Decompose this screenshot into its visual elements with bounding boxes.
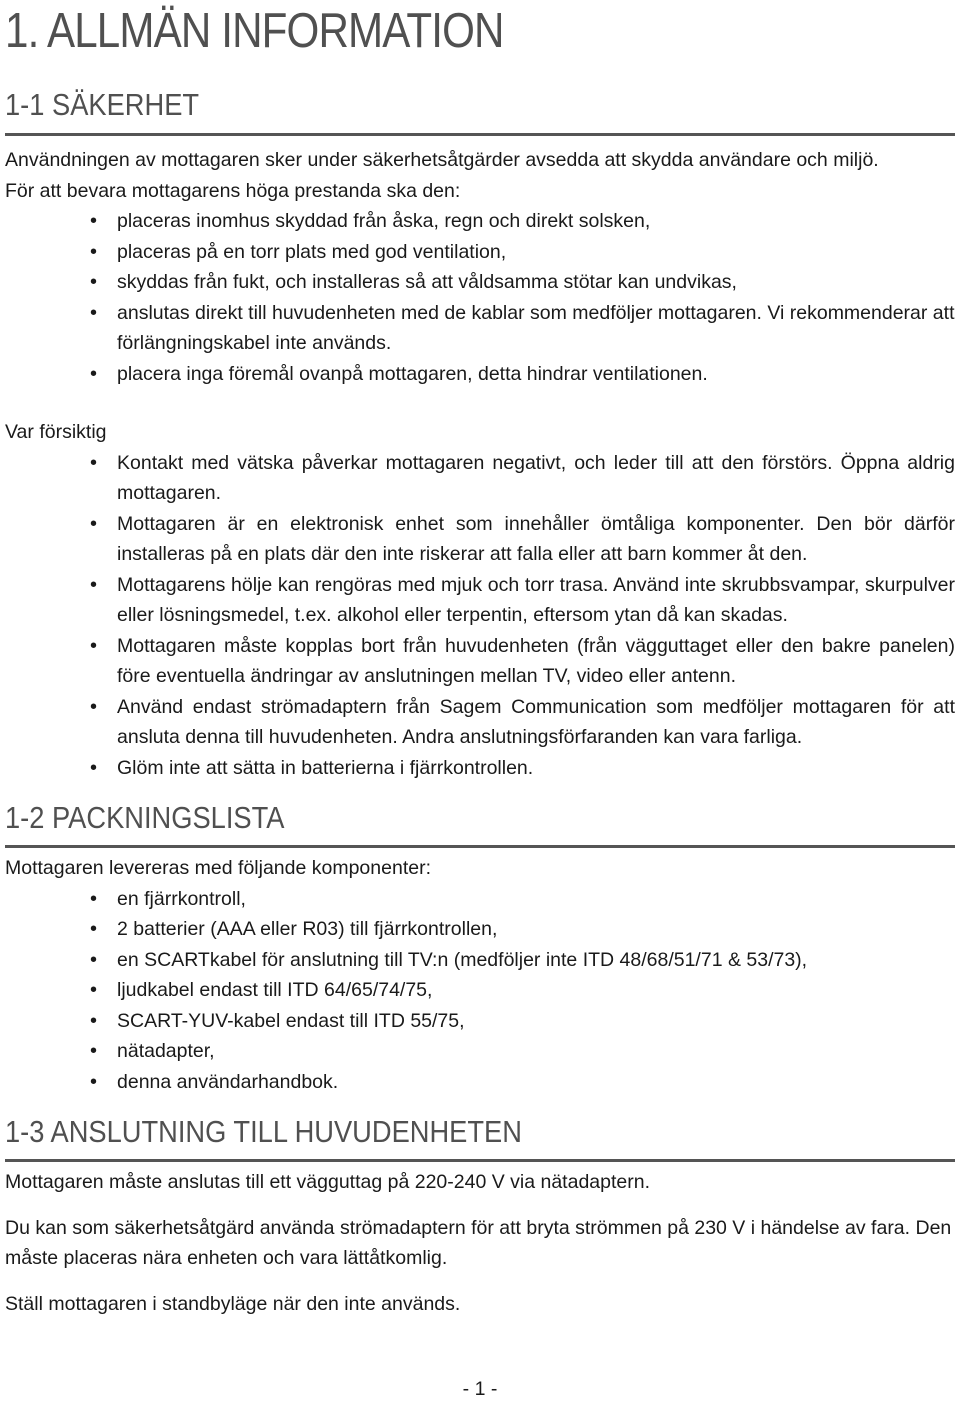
list-item: • en SCARTkabel för anslutning till TV:n (medföljer inte ITD 48/68/51/71 & 53/73), xyxy=(5,945,955,976)
list-item: • Mottagarens hölje kan rengöras med mjuk och torr trasa. Använd inte skrubbsvampar, skurpulver eller lösningsmedel, t.ex. alkohol eller terpentin, eftersom ytan då kan skadas. xyxy=(5,570,955,631)
page-title: 1. ALLMÄN INFORMATION xyxy=(5,4,504,58)
section-rule xyxy=(5,1159,955,1162)
caution-list xyxy=(5,448,955,784)
bullet-icon: • xyxy=(90,1040,98,1062)
bullet-icon: • xyxy=(90,948,98,971)
list-item: • anslutas direkt till huvudenheten med de kablar som medföljer mottagaren. Vi rekommenderar att förlängningskabel inte används. xyxy=(5,298,955,359)
section-heading-sakerhet: 1-1 SÄKERHET xyxy=(5,87,200,122)
bullet-icon: • xyxy=(90,695,98,718)
list-item: • denna användarhandbok. xyxy=(5,1067,955,1098)
list-item: • placeras på en torr plats med god ventilation, xyxy=(5,237,955,268)
section-heading-packningslista: 1-2 PACKNINGSLISTA xyxy=(5,800,285,835)
section-rule xyxy=(5,845,955,848)
safety-list xyxy=(5,206,955,389)
packing-intro: Mottagaren levereras med följande komponenter: xyxy=(5,857,431,879)
safety-intro-2: För att bevara mottagarens höga prestanda ska den: xyxy=(5,179,461,202)
list-item: • Glöm inte att sätta in batterierna i fjärrkontrollen. xyxy=(5,753,955,784)
list-item: • SCART-YUV-kabel endast till ITD 55/75, xyxy=(5,1006,955,1037)
list-item: • 2 batterier (AAA eller R03) till fjärrkontrollen, xyxy=(5,914,955,945)
bullet-icon: • xyxy=(90,634,98,657)
bullet-icon: • xyxy=(90,210,98,232)
bullet-icon: • xyxy=(90,573,98,596)
bullet-icon: • xyxy=(90,918,98,940)
bullet-icon: • xyxy=(90,979,98,1001)
list-item: • placeras inomhus skyddad från åska, regn och direkt solsken, xyxy=(5,206,955,237)
connection-paragraph-3: Ställ mottagaren i standbyläge när den inte används. xyxy=(5,1292,461,1315)
list-item: • ljudkabel endast till ITD 64/65/74/75, xyxy=(5,975,955,1006)
bullet-icon: • xyxy=(90,756,98,779)
list-item: • skyddas från fukt, och installeras så att våldsamma stötar kan undvikas, xyxy=(5,267,955,298)
bullet-icon: • xyxy=(90,887,98,910)
packing-list xyxy=(5,884,955,1098)
page-number: - 1 - xyxy=(462,1378,498,1400)
list-item: • Mottagaren är en elektronisk enhet som innehåller ömtåliga komponenter. Den bör därför installeras på en plats där den inte riskerar att falla eller att barn kommer åt den. xyxy=(5,509,955,570)
document-page xyxy=(5,0,955,1319)
connection-paragraph-1: Mottagaren måste anslutas till ett vägguttag på 220-240 V via nätadaptern. xyxy=(5,1171,650,1193)
bullet-icon: • xyxy=(90,240,98,263)
section-rule xyxy=(5,133,955,136)
list-item: • placera inga föremål ovanpå mottagaren, detta hindrar ventilationen. xyxy=(5,359,955,390)
bullet-icon: • xyxy=(90,362,98,385)
connection-paragraph-2: Du kan som säkerhetsåtgärd använda strömadaptern för att bryta strömmen på 230 V i händelse av fara. Den måste placeras nära enheten och vara lättåtkomlig. xyxy=(5,1216,952,1269)
bullet-icon: • xyxy=(90,301,98,324)
list-item: • en fjärrkontroll, xyxy=(5,884,955,915)
list-item: • Mottagaren måste kopplas bort från huvudenheten (från vägguttaget eller den bakre panelen) före eventuella ändringar av anslutningen mellan TV, video eller antenn. xyxy=(5,631,955,692)
list-item: • nätadapter, xyxy=(5,1036,955,1067)
section-heading-anslutning: 1-3 ANSLUTNING TILL HUVUDENHETEN xyxy=(5,1114,522,1149)
bullet-icon: • xyxy=(90,1070,98,1093)
bullet-icon: • xyxy=(90,271,98,293)
bullet-icon: • xyxy=(90,512,98,535)
caution-heading: Var försiktig xyxy=(5,421,107,443)
bullet-icon: • xyxy=(90,1009,98,1032)
list-item: • Kontakt med vätska påverkar mottagaren negativt, och leder till att den förstörs. Öppna aldrig mottagaren. xyxy=(5,448,955,509)
bullet-icon: • xyxy=(90,451,98,474)
list-item: • Använd endast strömadaptern från Sagem Communication som medföljer mottagaren för att ansluta denna till huvudenheten. Andra anslutningsförfaranden kan vara farliga. xyxy=(5,692,955,753)
safety-intro-1: Användningen av mottagaren sker under säkerhetsåtgärder avsedda att skydda användare och miljö. xyxy=(5,149,879,171)
